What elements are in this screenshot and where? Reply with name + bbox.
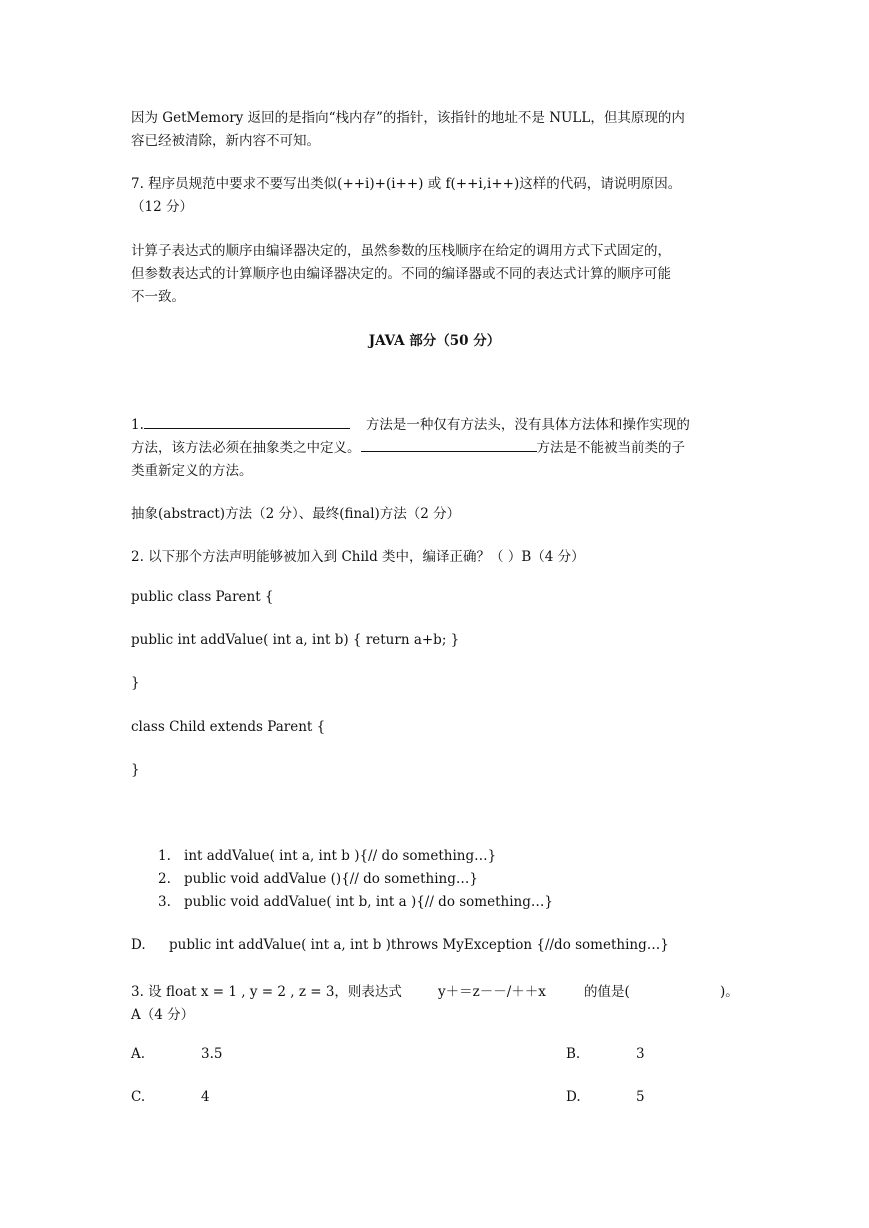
q2-code-line-1: public class Parent { bbox=[131, 589, 274, 605]
q1-text-3: 方法是不能被当前类的子 bbox=[536, 440, 685, 456]
q2-code-line-4: class Child extends Parent { bbox=[131, 719, 326, 735]
intro-answer-line-1: 因为 GetMemory 返回的是指向“栈内存”的指针，该指针的地址不是 NULL，但其原现的内 bbox=[131, 110, 685, 126]
q1-text-2: 方法，该方法必须在抽象类之中定义。 bbox=[131, 440, 361, 456]
q3-option-b-value: 3 bbox=[636, 1046, 645, 1062]
q2-question: 2. 以下那个方法声明能够被加入到 Child 类中，编译正确？（ ）B（4 分） bbox=[131, 549, 585, 565]
q3-option-d-label: D. bbox=[566, 1089, 581, 1105]
q3-option-d-value: 5 bbox=[636, 1089, 645, 1105]
q1-blank-2 bbox=[361, 436, 537, 452]
q3-option-c-label: C. bbox=[131, 1089, 146, 1105]
q1-line-2 bbox=[131, 436, 685, 456]
q3-option-a-label: A. bbox=[131, 1046, 146, 1062]
q2-option-1-text: int addValue( int a, int b ){// do something…} bbox=[184, 848, 497, 864]
q2-option-3-number: 3. bbox=[158, 894, 171, 910]
section-title: JAVA 部分（50 分） bbox=[368, 333, 501, 349]
q1-blank-1 bbox=[144, 413, 350, 429]
q2-option-1 bbox=[158, 848, 496, 864]
q2-code-line-3: } bbox=[131, 675, 140, 691]
q1-line-3: 类重新定义的方法。 bbox=[131, 463, 253, 479]
q7-answer-line-3: 不一致。 bbox=[131, 289, 185, 305]
q3-question-part-b: 的值是( bbox=[584, 984, 630, 1000]
q1-text-1: 方法是一种仅有方法头，没有具体方法体和操作实现的 bbox=[365, 417, 690, 433]
q3-question-part-c: )。 bbox=[720, 984, 739, 1000]
q1-prefix: 1. bbox=[131, 417, 144, 433]
q2-option-3 bbox=[158, 894, 553, 910]
q2-option-d bbox=[131, 937, 669, 953]
q3-expression: y＋＝z－－/＋＋x bbox=[438, 984, 546, 1000]
q2-code-line-5: } bbox=[131, 762, 140, 778]
q7-question-line-2: （12 分） bbox=[131, 199, 193, 215]
q7-answer-line-1: 计算子表达式的顺序由编译器决定的，虽然参数的压栈顺序在给定的调用方式下式固定的， bbox=[131, 243, 671, 259]
q2-option-2-number: 2. bbox=[158, 871, 171, 887]
q2-code-line-2: public int addValue( int a, int b) { return a+b; } bbox=[131, 632, 460, 648]
intro-answer-line-2: 容已经被清除，新内容不可知。 bbox=[131, 133, 320, 149]
q2-option-d-label: D. bbox=[131, 937, 146, 953]
q2-option-d-text: public int addValue( int a, int b )throws MyException {//do something…} bbox=[169, 937, 669, 953]
q2-option-3-text: public void addValue( int b, int a ){// do something…} bbox=[184, 894, 553, 910]
q3-option-c-value: 4 bbox=[201, 1089, 210, 1105]
q2-option-2-text: public void addValue (){// do something…} bbox=[184, 871, 478, 887]
q2-option-2 bbox=[158, 871, 478, 887]
q2-option-1-number: 1. bbox=[158, 848, 171, 864]
q3-question-part-a: 3. 设 float x = 1 , y = 2 , z = 3，则表达式 bbox=[131, 984, 402, 1000]
q3-option-b-label: B. bbox=[566, 1046, 581, 1062]
q3-option-a-value: 3.5 bbox=[201, 1046, 223, 1062]
q7-question-line-1: 7. 程序员规范中要求不要写出类似(++i)+(i++) 或 f(++i,i++)这样的代码，请说明原因。 bbox=[131, 176, 682, 192]
q7-answer-line-2: 但参数表达式的计算顺序也由编译器决定的。不同的编译器或不同的表达式计算的顺序可能 bbox=[131, 266, 671, 282]
q1-line-1 bbox=[131, 413, 690, 433]
q1-answer: 抽象(abstract)方法（2 分）、最终(final)方法（2 分） bbox=[131, 506, 461, 522]
q3-score: A（4 分） bbox=[131, 1007, 195, 1023]
